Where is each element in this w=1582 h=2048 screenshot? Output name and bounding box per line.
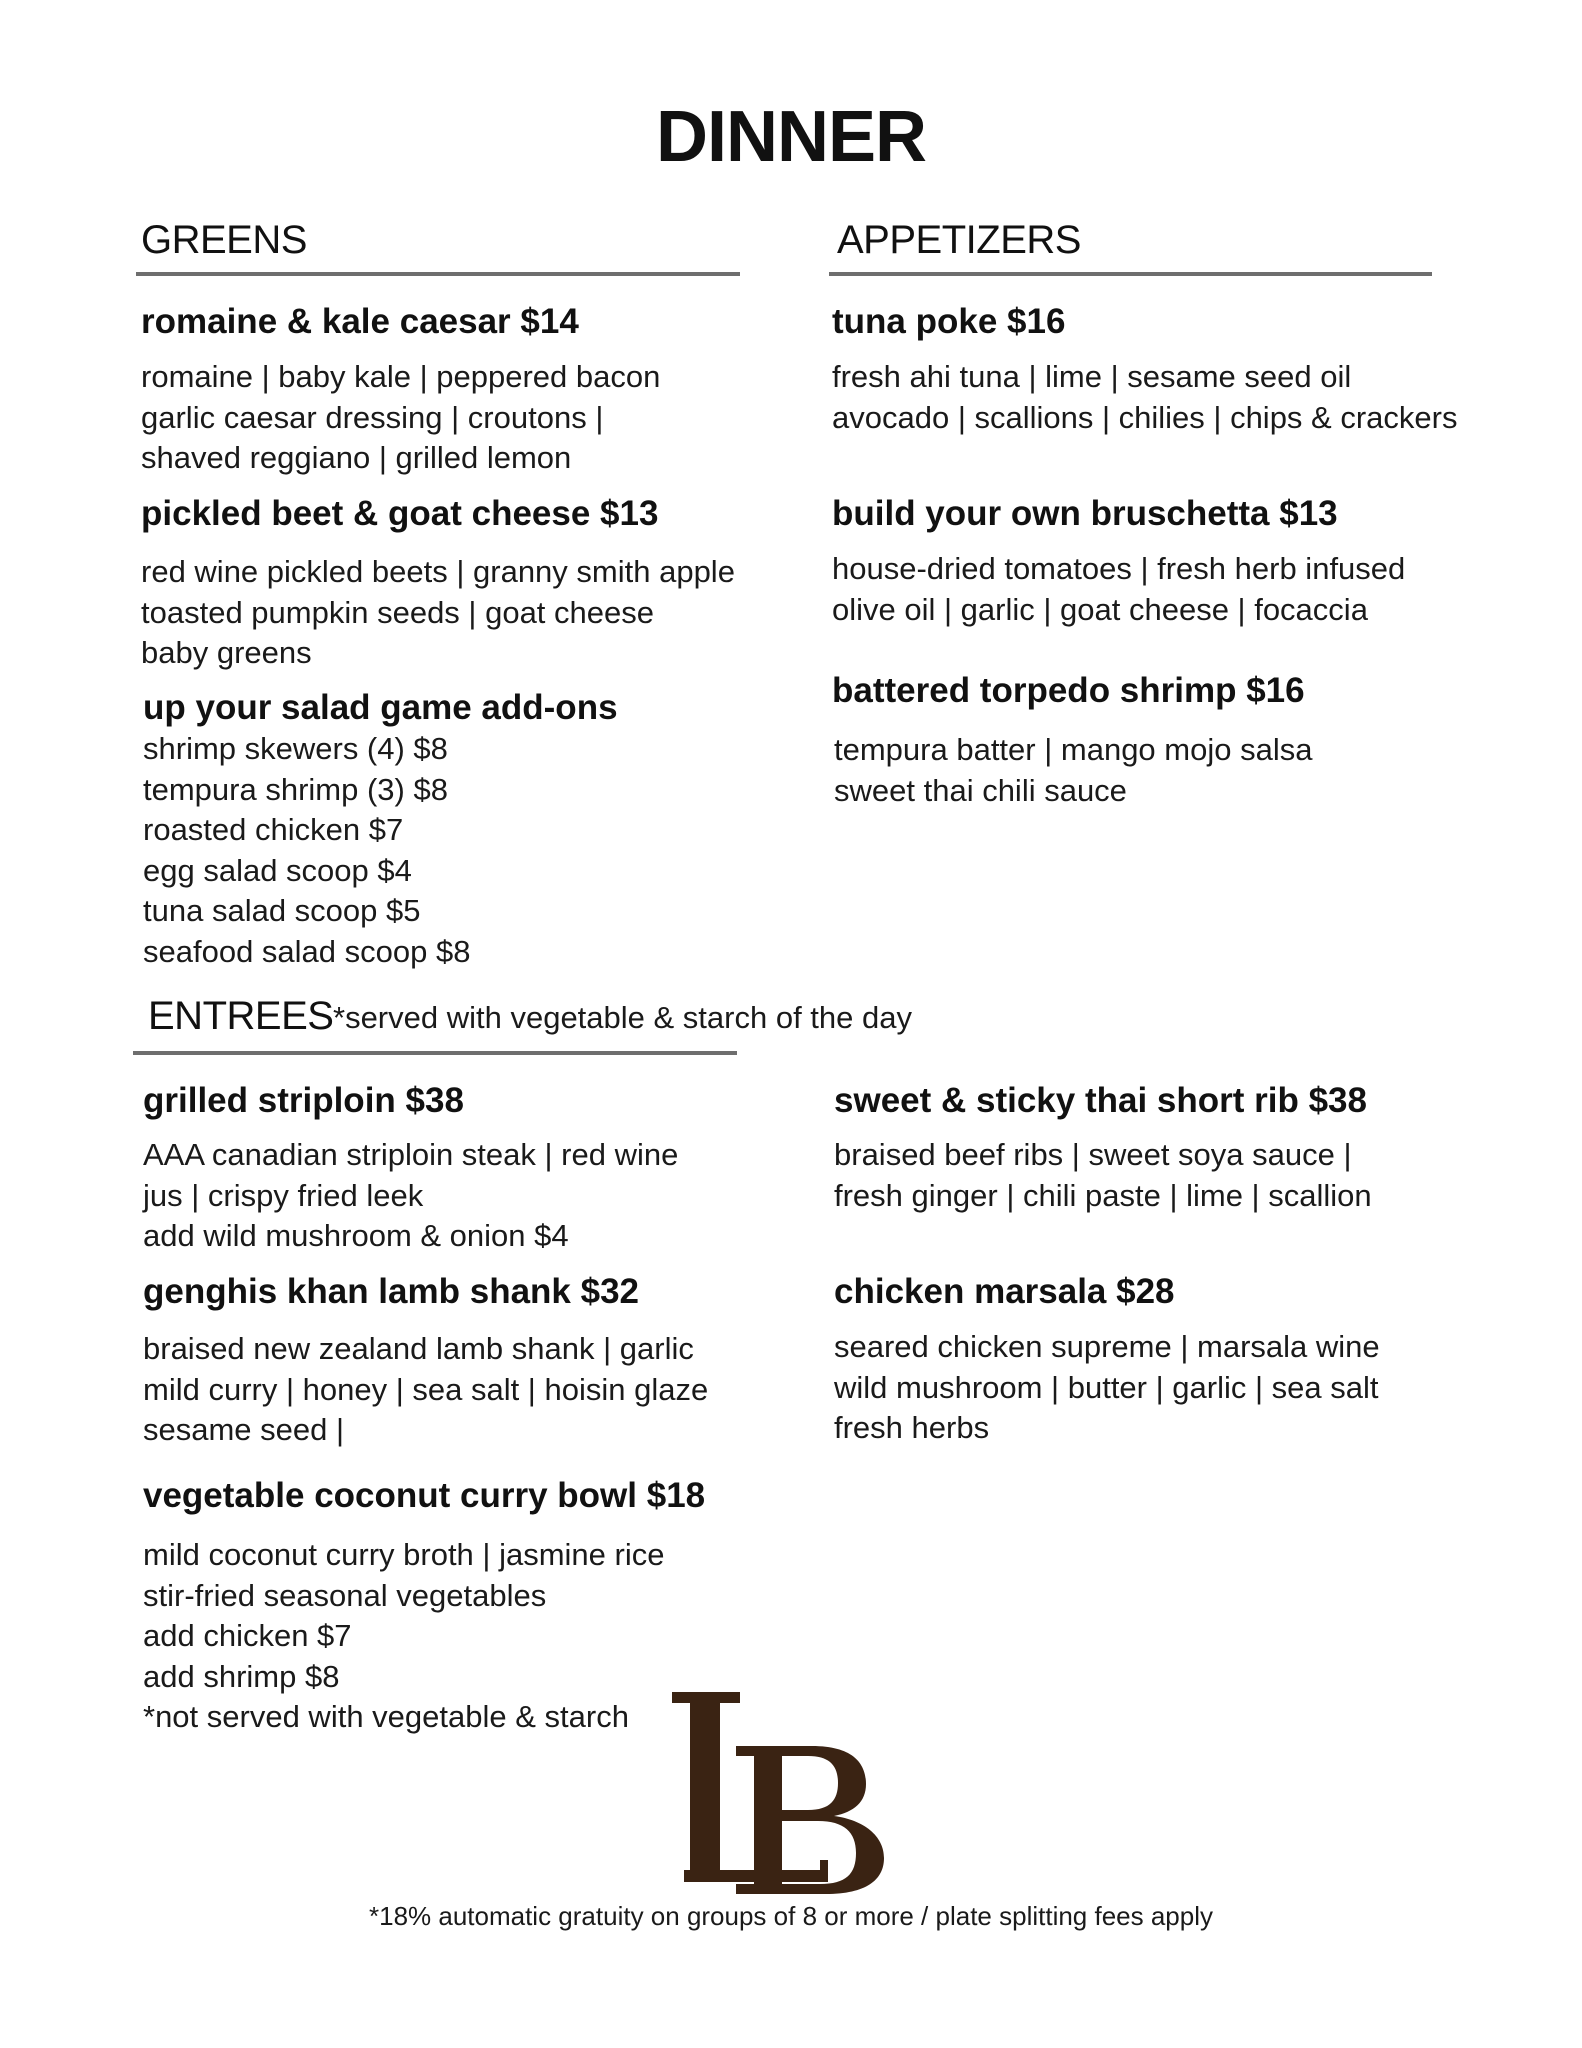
entree-item-description: braised beef ribs | sweet soya sauce | fresh ginger | chili paste | lime | scallion [834,1137,1372,1213]
entree-item-name: genghis khan lamb shank $32 [143,1272,639,1311]
list-item: shrimp skewers (4) $8 [143,731,448,766]
greens-divider [136,272,740,276]
greens-item-description: red wine pickled beets | granny smith apple toasted pumpkin seeds | goat cheese baby greens [141,554,735,670]
list-item: roasted chicken $7 [143,812,404,847]
lb-monogram-logo [670,1690,890,1895]
entree-item-description: braised new zealand lamb shank | garlic mild curry | honey | sea salt | hoisin glaze sesame seed | [143,1331,709,1447]
entree-item-description: seared chicken supreme | marsala wine wild mushroom | butter | garlic | sea salt fresh herbs [834,1329,1380,1445]
footer-note: *18% automatic gratuity on groups of 8 or more / plate splitting fees apply [368,1901,1214,1931]
addons-heading: up your salad game add-ons [143,688,618,727]
list-item: tuna salad scoop $5 [143,893,421,928]
entree-item-name: grilled striploin $38 [143,1081,464,1120]
appetizer-item-description: fresh ahi tuna | lime | sesame seed oil avocado | scallions | chilies | chips & crackers [832,359,1458,435]
entree-item-name: chicken marsala $28 [834,1272,1175,1311]
appetizer-item-name: battered torpedo shrimp $16 [832,671,1305,710]
appetizer-item-description: tempura batter | mango mojo salsa sweet thai chili sauce [834,732,1313,808]
entree-item-description: mild coconut curry broth | jasmine rice stir-fried seasonal vegetables add chicken $7 add shrimp $8 *not served with vegetable & starch [143,1537,665,1734]
addons-list [143,729,470,972]
greens-heading: GREENS [141,218,307,262]
greens-item-description: romaine | baby kale | peppered bacon garlic caesar dressing | croutons | shaved reggiano | grilled lemon [141,359,661,475]
list-item: seafood salad scoop $8 [143,933,471,969]
page-title: DINNER [655,97,926,177]
appetizers-heading: APPETIZERS [837,218,1081,262]
entrees-divider [133,1051,737,1055]
greens-item-name: pickled beet & goat cheese $13 [141,494,659,533]
entree-item-description: AAA canadian striploin steak | red wine jus | crispy fried leek add wild mushroom & onion $4 [143,1137,679,1253]
appetizer-item-name: build your own bruschetta $13 [832,494,1338,533]
list-item: egg salad scoop $4 [143,852,412,888]
greens-item-name: romaine & kale caesar $14 [141,302,579,341]
appetizer-item-description: house-dried tomatoes | fresh herb infused olive oil | garlic | goat cheese | focaccia [832,551,1406,627]
entrees-note: *served with vegetable & starch of the day [333,1000,912,1035]
entree-item-name: vegetable coconut curry bowl $18 [143,1476,706,1515]
appetizers-divider [829,272,1432,276]
entree-item-name: sweet & sticky thai short rib $38 [834,1081,1367,1120]
appetizer-item-name: tuna poke $16 [832,302,1066,341]
entrees-heading: ENTREES [148,994,334,1038]
list-item: tempura shrimp (3) $8 [143,771,448,807]
